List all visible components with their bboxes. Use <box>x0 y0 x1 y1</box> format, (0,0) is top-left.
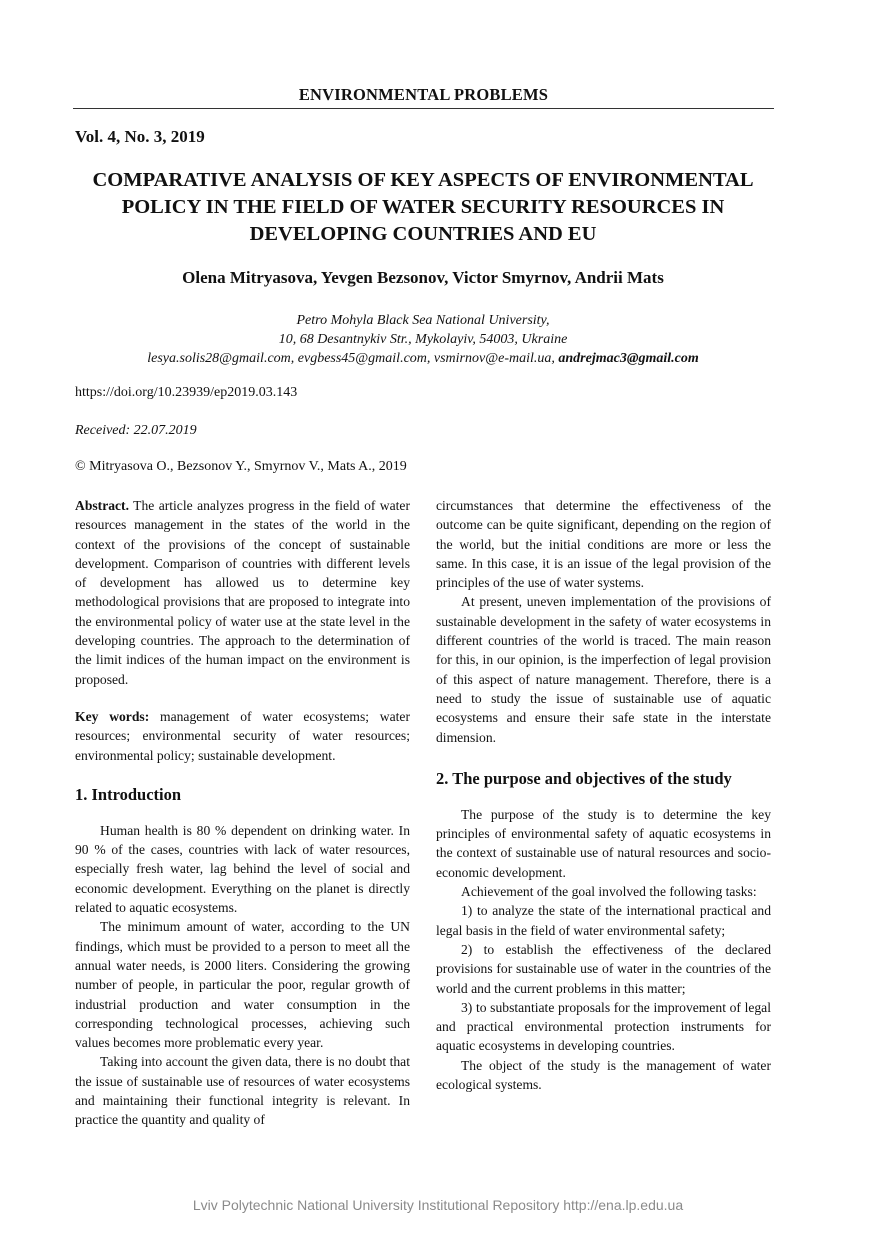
paper-title <box>60 167 786 248</box>
affiliation-address: 10, 68 Desantnykiv Str., Mykolayiv, 54003, Ukraine <box>278 332 568 347</box>
repository-footer: Lviv Polytechnic National University Institutional Repository http://ena.lp.edu.ua <box>192 1197 684 1213</box>
copyright-notice: © Mitryasova O., Bezsonov Y., Smyrnov V., Mats A., 2019 <box>75 459 407 474</box>
corresponding-email[interactable]: andrejmac3@gmail.com <box>558 351 699 366</box>
left-column <box>75 496 410 1130</box>
purpose-paragraph-1: The purpose of the study is to determine the key principles of environmental safety of aquatic ecosystems in the context of sustainable use of natural resources and socio-economic development. <box>436 806 771 880</box>
purpose-paragraph-2: Achievement of the goal involved the following tasks: <box>461 884 757 900</box>
header-divider <box>73 108 774 109</box>
intro-paragraph-4: At present, uneven implementation of the provisions of sustainable development in the safety of water ecosystems in different countries of the world is traced. The main reason for this, in our opinion, is the imperfection of legal provision of this aspect of nature management. Therefore, there is a need to study the issue of sustainable use of aquatic ecosystems and ensure their safe state in the interstate dimension. <box>436 594 771 745</box>
keywords-label: Key words: <box>75 708 150 724</box>
affiliation-emails <box>60 349 786 368</box>
doi-link[interactable]: https://doi.org/10.23939/ep2019.03.143 <box>75 385 298 400</box>
keywords-text: management of water ecosystems; water resources; environmental security of water resources; environmental policy; sustainable development. <box>75 708 410 763</box>
abstract-text: The article analyzes progress in the field of water resources management in the states of the world in the context of the provisions of the concept of sustainable development. Comparison of countries with different levels of development has allowed us to determine key methodological provisions that are proposed to integrate into the environmental policy of water use at the state level in the developing countries. The approach to the determination of the limit indices of the human impact on the environment is proposed. <box>75 498 410 687</box>
title-line-1: COMPARATIVE ANALYSIS OF KEY ASPECTS OF ENVIRONMENTAL <box>92 169 754 191</box>
intro-paragraph-1: Human health is 80 % dependent on drinking water. In 90 % of the cases, countries with lack of water resources, especially fresh water, lag behind the level of social and economic development. Everything on the planet is directly related to aquatic ecosystems. <box>75 822 410 916</box>
section-heading-introduction: 1. Introduction <box>75 784 182 804</box>
abstract <box>75 496 410 689</box>
section-heading-purpose: 2. The purpose and objectives of the study <box>436 768 732 788</box>
abstract-label: Abstract. <box>75 498 129 513</box>
intro-paragraph-3: Taking into account the given data, there is no doubt that the issue of sustainable use of resources of water ecosystems and maintaining their functional integrity is relevant. In practice the quantity and quality of <box>75 1054 410 1128</box>
title-line-3: DEVELOPING COUNTRIES AND EU <box>249 223 597 245</box>
received-date: Received: 22.07.2019 <box>75 423 197 438</box>
purpose-paragraph-object: The object of the study is the management of water ecological systems. <box>436 1057 771 1093</box>
author-list: Olena Mitryasova, Yevgen Bezsonov, Victor Smyrnov, Andrii Mats <box>182 268 664 287</box>
volume-issue: Vol. 4, No. 3, 2019 <box>75 127 205 146</box>
task-item-2: 2) to establish the effectiveness of the declared provisions for sustainable use of water in the countries of the world and the current problems in this matter; <box>436 941 771 996</box>
right-column <box>436 496 771 1094</box>
intro-paragraph-2: The minimum amount of water, according to the UN findings, which must be provided to a person to meet all the annual water needs, is 2000 liters. Considering the growing number of people, in particular the poor, regular growth of industrial production and water consumption in the corresponding technological processes, achieving such values becomes more problematic every year. <box>75 919 410 1051</box>
task-item-3: 3) to substantiate proposals for the improvement of legal and practical environmental protection instruments for aquatic ecosystems in developing countries. <box>436 999 771 1054</box>
affiliation-block <box>60 311 786 368</box>
task-item-1: 1) to analyze the state of the international practical and legal basis in the field of water environmental safety; <box>436 903 771 938</box>
journal-running-header: ENVIRONMENTAL PROBLEMS <box>298 85 549 104</box>
author-emails: lesya.solis28@gmail.com, evgbess45@gmail.com, vsmirnov@e-mail.ua, <box>147 351 559 366</box>
affiliation-institution: Petro Mohyla Black Sea National University, <box>296 313 550 328</box>
keywords <box>75 707 410 765</box>
intro-continuation: circumstances that determine the effectiveness of the outcome can be quite significant, depending on the region of the world, but the initial conditions are more or less the same. In this case, it is an issue of the legal provision of the principles of the use of water systems. <box>436 498 771 591</box>
title-line-2: POLICY IN THE FIELD OF WATER SECURITY RESOURCES IN <box>121 196 725 218</box>
